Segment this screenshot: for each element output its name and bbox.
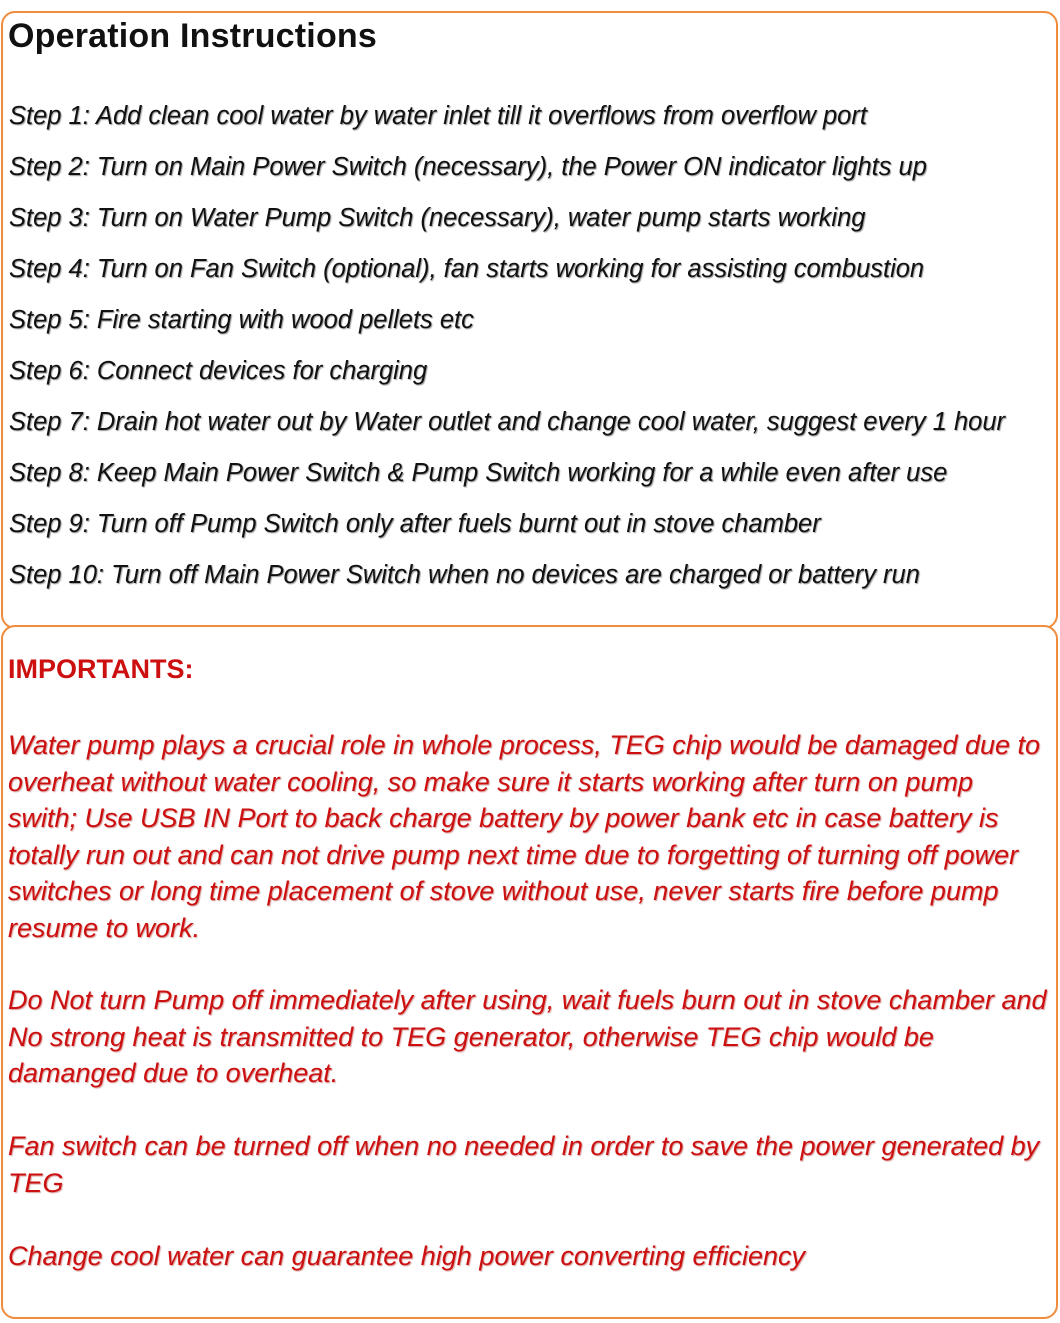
important-note-water-pump: Water pump plays a crucial role in whole process, TEG chip would be damaged due to overheat without water cooling, so make sure it starts working after turn on pump swith; Use USB IN Port to back charge battery by power bank etc in case battery is totally run out and can not drive pump next time due to forgetting of turning off power switches or long time placement of stove without use, never starts fire before pump resume to work. (8, 730, 1041, 943)
page-title: Operation Instructions (8, 17, 377, 55)
step-2: Step 2: Turn on Main Power Switch (necessary), the Power ON indicator lights up (9, 153, 927, 181)
step-1: Step 1: Add clean cool water by water inlet till it overflows from overflow port (9, 102, 867, 130)
step-10: Step 10: Turn off Main Power Switch when no devices are charged or battery run (9, 561, 920, 589)
step-5: Step 5: Fire starting with wood pellets etc (9, 306, 474, 334)
important-note-cool-water: Change cool water can guarantee high power converting efficiency (8, 1241, 805, 1271)
step-8: Step 8: Keep Main Power Switch & Pump Switch working for a while even after use (9, 459, 948, 487)
step-9: Step 9: Turn off Pump Switch only after fuels burnt out in stove chamber (9, 510, 821, 538)
steps-list (9, 91, 1005, 601)
importants-heading: IMPORTANTS: (8, 654, 194, 684)
important-note-pump-off: Do Not turn Pump off immediately after using, wait fuels burn out in stove chamber and No strong heat is transmitted to TEG generator, otherwise TEG chip would be damanged due to overheat. (8, 985, 1047, 1089)
step-7: Step 7: Drain hot water out by Water outlet and change cool water, suggest every 1 hour (9, 408, 1006, 436)
step-3: Step 3: Turn on Water Pump Switch (necessary), water pump starts working (9, 204, 866, 232)
important-note-fan-switch: Fan switch can be turned off when no needed in order to save the power generated by TEG (8, 1131, 1040, 1198)
step-6: Step 6: Connect devices for charging (9, 357, 428, 385)
step-4: Step 4: Turn on Fan Switch (optional), fan starts working for assisting combustion (9, 255, 925, 283)
